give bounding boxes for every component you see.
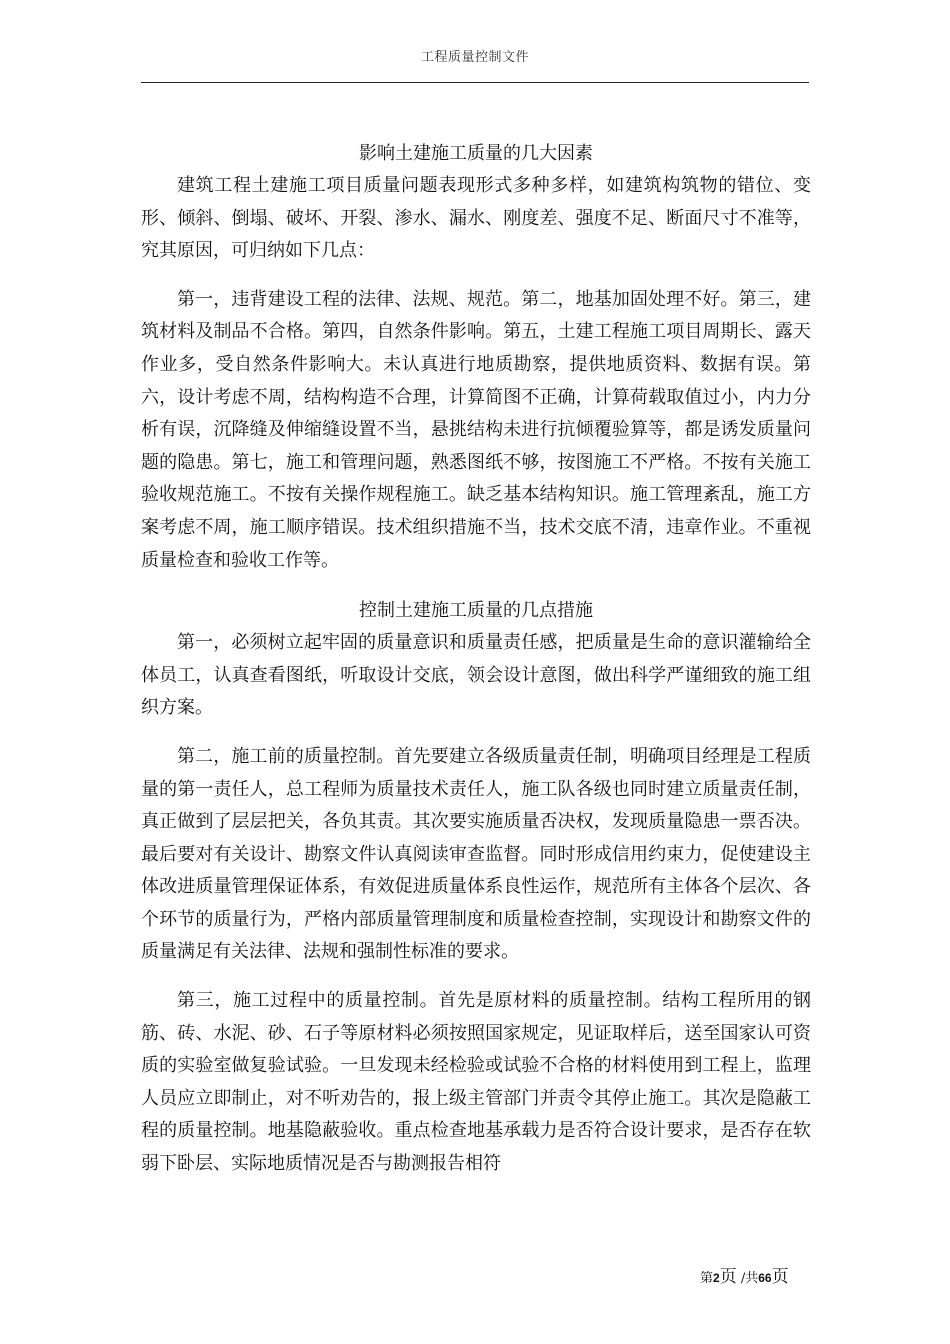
total-unit: 页 — [771, 1267, 789, 1287]
paragraph: 第三，施工过程中的质量控制。首先是原材料的质量控制。结构工程所用的钢筋、砖、水泥、砂、石子等原材料必须按照国家规定，见证取样后，送至国家认可资质的实验室做复验试验。一旦发现未经检验或试验不合格的材料使用到工程上，监理人员应立即制止，对不听劝告的，报上级主管部门并责令其停止施工。其次是隐蔽工程的质量控制。地基隐蔽验收。重点检查地基承载力是否符合设计要求，是否存在软弱下卧层、实际地质情况是否与勘测报告相符 — [141, 990, 811, 1175]
page-unit: 页 — [719, 1267, 737, 1287]
paragraph: 第一，违背建设工程的法律、法规、规范。第二，地基加固处理不好。第三，建筑材料及制品不合格。第四，自然条件影响。第五，土建工程施工项目周期长、露天作业多，受自然条件影响大。未认真进行地质勘察，提供地质资料、数据有误。第六，设计考虑不周，结构构造不合理，计算简图不正确，计算荷载取值过小，内力分析有误，沉降缝及伸缩缝设置不当，悬挑结构未进行抗倾覆验算等，都是诱发质量问题的隐患。第七，施工和管理问题，熟悉图纸不够，按图施工不严格。不按有关施工验收规范施工。不按有关操作规程施工。缺乏基本结构知识。施工管理紊乱，施工方案考虑不周，施工顺序错误。技术组织措施不当，技术交底不清，违章作业。不重视质量检查和验收工作等。 — [141, 288, 811, 571]
section-title-factors: 影响土建施工质量的几大因素 — [359, 143, 593, 164]
paragraph: 建筑工程土建施工项目质量问题表现形式多种多样，如建筑构筑物的错位、变形、倾斜、倒塌、破坏、开裂、渗水、漏水、刚度差、强度不足、断面尺寸不准等，究其原因，可归纳如下几点： — [141, 175, 811, 262]
header-divider — [141, 82, 809, 83]
page-prefix: 第 — [700, 1271, 714, 1286]
paragraph: 第一，必须树立起牢固的质量意识和质量责任感，把质量是生命的意识灌输给全体员工，认真查看图纸，听取设计交底，领会设计意图，做出科学严谨细致的施工组织方案。 — [141, 632, 811, 719]
page-number — [700, 1262, 789, 1287]
page-header-title: 工程质量控制文件 — [420, 50, 529, 65]
section-title-measures: 控制土建施工质量的几点措施 — [359, 600, 593, 622]
total-pages: 66 — [758, 1271, 772, 1285]
paragraph: 第二，施工前的质量控制。首先要建立各级质量责任制，明确项目经理是工程质量的第一责任人，总工程师为质量技术责任人，施工队各级也同时建立质量责任制，真正做到了层层把关，各负其责。其次要实施质量否决权，发现质量隐患一票否决。最后要对有关设计、勘察文件认真阅读审查监督。同时形成信用约束力，促使建设主体改进质量管理保证体系，有效促进质量体系良性运作，规范所有主体各个层次、各个环节的质量行为，严格内部质量管理制度和质量检查控制，实现设计和勘察文件的质量满足有关法律、法规和强制性标准的要求。 — [141, 745, 811, 963]
page-separator: /共 — [736, 1271, 759, 1286]
current-page: 2 — [713, 1271, 720, 1285]
document-body — [141, 138, 811, 1181]
